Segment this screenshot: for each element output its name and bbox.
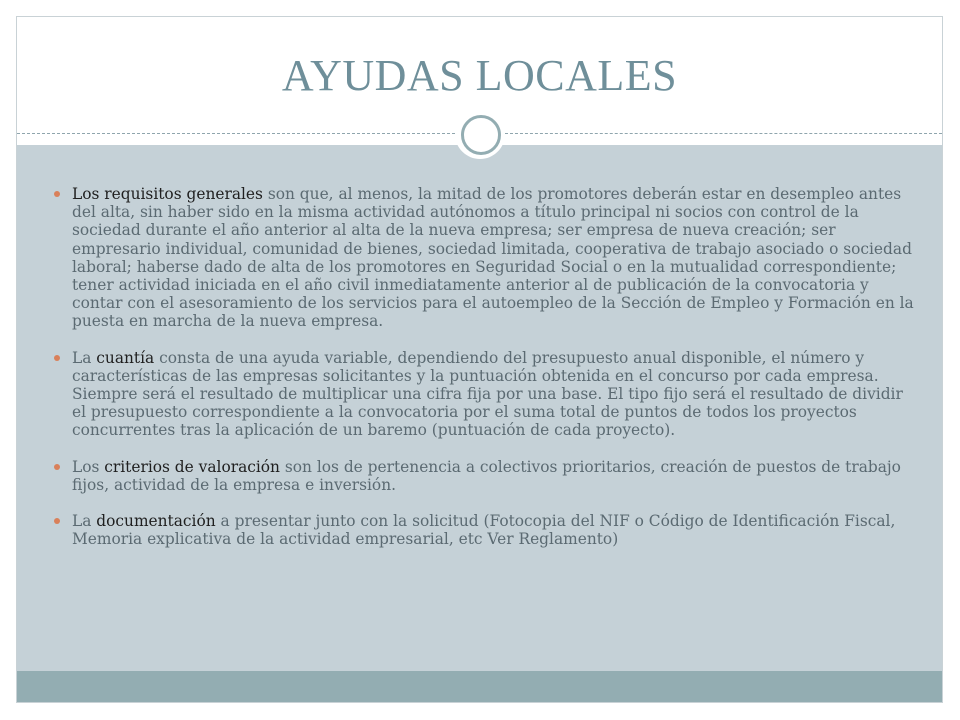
bullet-keyword: Los requisitos generales: [72, 185, 263, 203]
bullet-keyword: documentación: [96, 512, 216, 531]
footer-bar: [17, 671, 942, 702]
bullet-item-criterios: [52, 458, 920, 494]
bullet-item-documentacion: [52, 512, 920, 548]
bullet-prefix: Los: [72, 457, 105, 476]
ring-shape: [461, 115, 501, 155]
title-divider-left: [17, 133, 455, 134]
bullet-list: [52, 185, 920, 548]
bullet-text: a presentar junto con la solicitud (Fotocopia del NIF o Código de Identificación Fiscal, Memoria explicativa de la actividad empresarial, etc Ver Reglamento): [72, 512, 896, 549]
bullet-item-requisitos: [52, 185, 920, 331]
bullet-item-cuantia: [52, 349, 920, 440]
bullet-dot-icon: [54, 464, 60, 470]
bullet-dot-icon: [54, 518, 60, 524]
title-divider-right: [505, 133, 942, 134]
bullet-keyword: criterios de valoración: [104, 457, 280, 476]
bullet-text: son los de pertenencia a colectivos prioritarios, creación de puestos de trabajo fijos, actividad de la empresa e inversión.: [72, 457, 901, 494]
bullet-text: consta de una ayuda variable, dependiendo del presupuesto anual disponible, el número y características de las empresas solicitantes y la puntuación obtenida en el concurso por cada empresa. Siempre será el resultado de multiplicar una cifra fija por una base. El tipo fijo será el resultado de dividir el presupuesto correspondiente a la convocatoria por el suma total de puntos de todos los proyectos concurrentes tras la aplicación de un baremo (puntuación de cada proyecto).: [72, 348, 903, 440]
bullet-prefix: La: [72, 348, 97, 367]
bullet-prefix: La: [72, 512, 97, 531]
bullet-dot-icon: [54, 191, 60, 197]
circle-ornament-icon: [455, 109, 505, 159]
slide-title: AYUDAS LOCALES: [281, 51, 678, 100]
bullet-text: son que, al menos, la mitad de los promotores deberán estar en desempleo antes del alta, sin haber sido en la misma actividad autónomos a título principal ni socios con control de la sociedad durante el año anterior al alta de la nueva empresa; ser empresa de nueva creación; ser empresario individual, comunidad de bienes, sociedad limitada, cooperativa de trabajo asociado o sociedad laboral; haberse dado de alta de los promotores en Seguridad Social o en la mutualidad correspondiente; tener actividad iniciada en el año civil inmediatamente anterior al de publicación de la convocatoria y contar con el asesoramiento de los servicios para el autoempleo de la Sección de Empleo y Formación en la puesta en marcha de la nueva empresa.: [72, 185, 914, 331]
bullet-keyword: cuantía: [96, 348, 155, 367]
bullet-dot-icon: [54, 355, 60, 361]
